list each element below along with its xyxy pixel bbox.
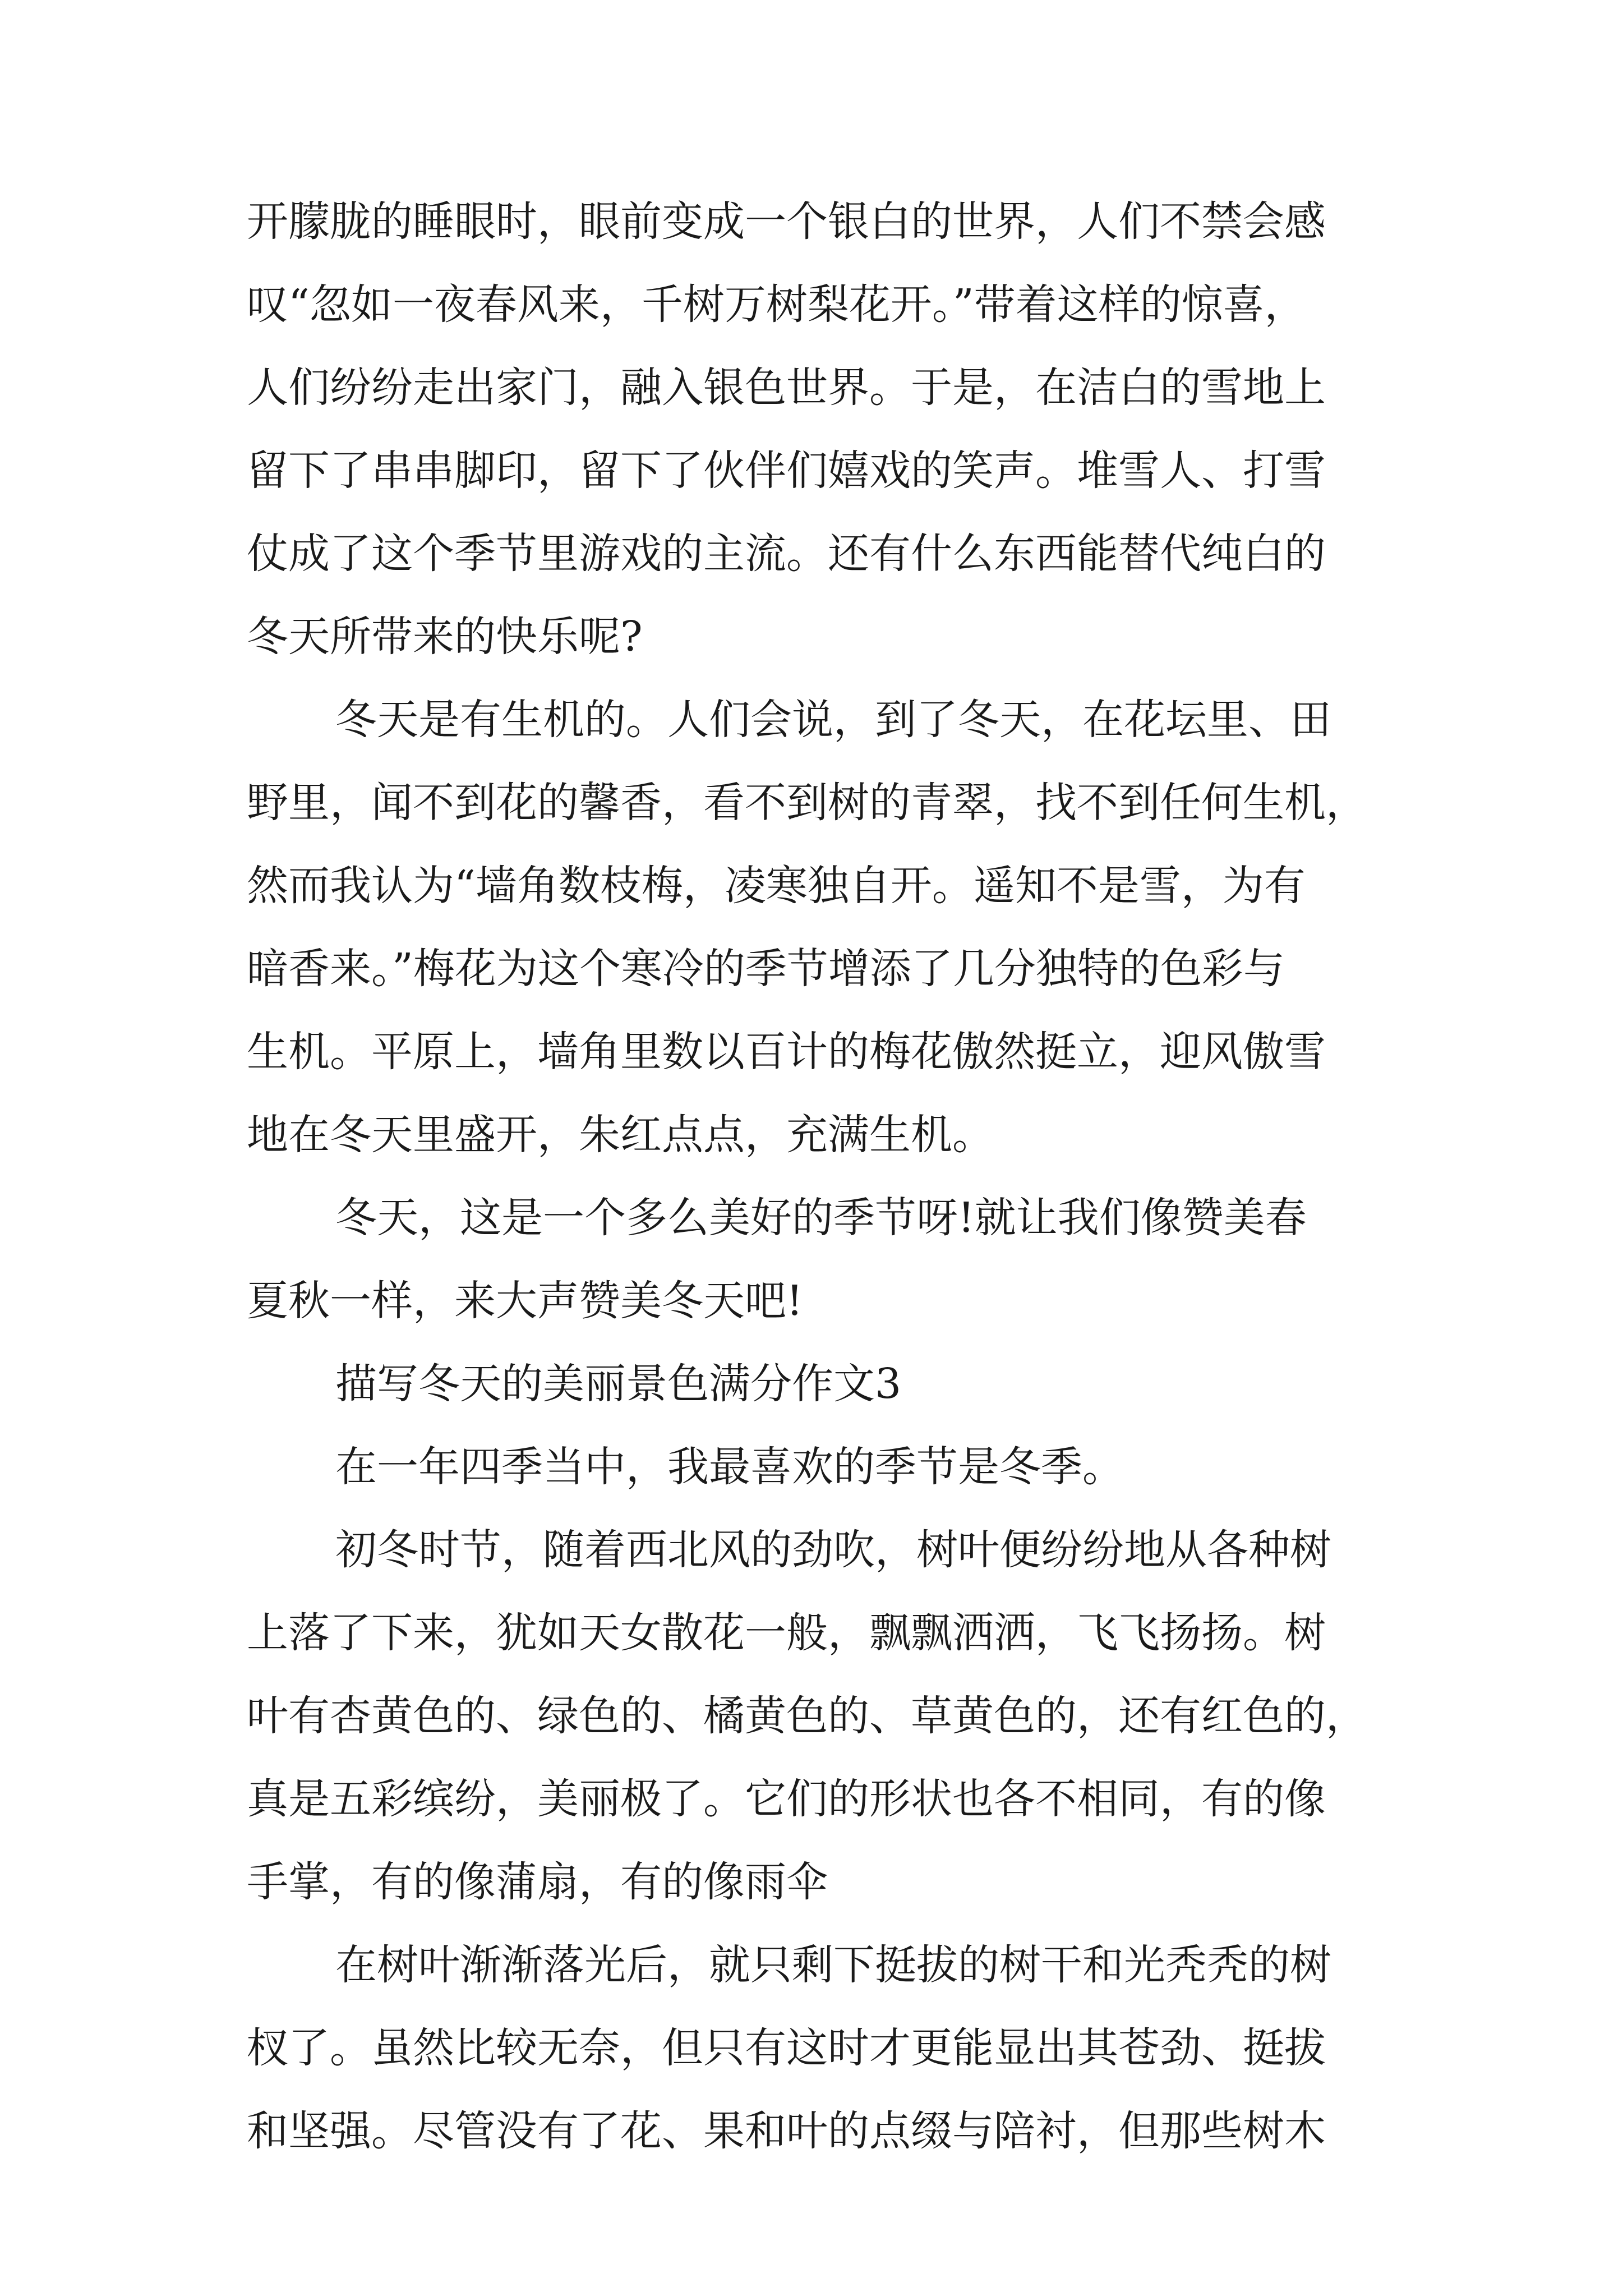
paragraph-first-line: 冬天是有生机的。人们会说，到了冬天，在花坛里、田 (335, 696, 1331, 744)
text-line: 叶有杏黄色的、绿色的、橘黄色的、草黄色的，还有红色的， (247, 1692, 1367, 1740)
text-line: 杈了。虽然比较无奈，但只有这时才更能显出其苍劲、挺拔 (247, 2024, 1326, 2072)
text-line: 开朦胧的睡眼时，眼前变成一个银白的世界，人们不禁会感 (247, 197, 1326, 246)
text-line: 然而我认为“墙角数枝梅，凌寒独自开。遥知不是雪，为有 (247, 862, 1306, 910)
text-line: 叹“忽如一夜春风来，千树万树梨花开。”带着这样的惊喜， (247, 280, 1306, 329)
text-line: 真是五彩缤纷，美丽极了。它们的形状也各不相同，有的像 (247, 1775, 1326, 1823)
text-line: 地在冬天里盛开，朱红点点，充满生机。 (247, 1111, 994, 1159)
paragraph-first-line: 在一年四季当中，我最喜欢的季节是冬季。 (335, 1443, 1124, 1491)
text-line: 手掌，有的像蒲扇，有的像雨伞 (247, 1858, 828, 1906)
text-line: 暗香来。”梅花为这个寒冷的季节增添了几分独特的色彩与 (247, 945, 1285, 993)
paragraph-first-line: 冬天，这是一个多么美好的季节呀!就让我们像赞美春 (335, 1194, 1307, 1242)
paragraph-first-line: 初冬时节，随着西北风的劲吹，树叶便纷纷地从各种树 (335, 1526, 1331, 1574)
text-line: 生机。平原上，墙角里数以百计的梅花傲然挺立，迎风傲雪 (247, 1028, 1326, 1076)
text-line: 和坚强。尽管没有了花、果和叶的点缀与陪衬，但那些树木 (247, 2107, 1326, 2155)
text-line: 仗成了这个季节里游戏的主流。还有什么东西能替代纯白的 (247, 530, 1326, 578)
section-heading: 描写冬天的美丽景色满分作文3 (335, 1360, 902, 1408)
text-line: 上落了下来，犹如天女散花一般，飘飘洒洒，飞飞扬扬。树 (247, 1609, 1326, 1657)
text-line: 冬天所带来的快乐呢? (247, 613, 643, 661)
text-line: 夏秋一样，来大声赞美冬天吧! (247, 1277, 803, 1325)
paragraph-first-line: 在树叶渐渐落光后，就只剩下挺拔的树干和光秃秃的树 (335, 1941, 1331, 1989)
text-line: 留下了串串脚印，留下了伙伴们嬉戏的笑声。堆雪人、打雪 (247, 447, 1326, 495)
text-line: 野里，闻不到花的馨香，看不到树的青翠，找不到任何生机， (247, 779, 1367, 827)
text-line: 人们纷纷走出家门，融入银色世界。于是，在洁白的雪地上 (247, 364, 1326, 412)
